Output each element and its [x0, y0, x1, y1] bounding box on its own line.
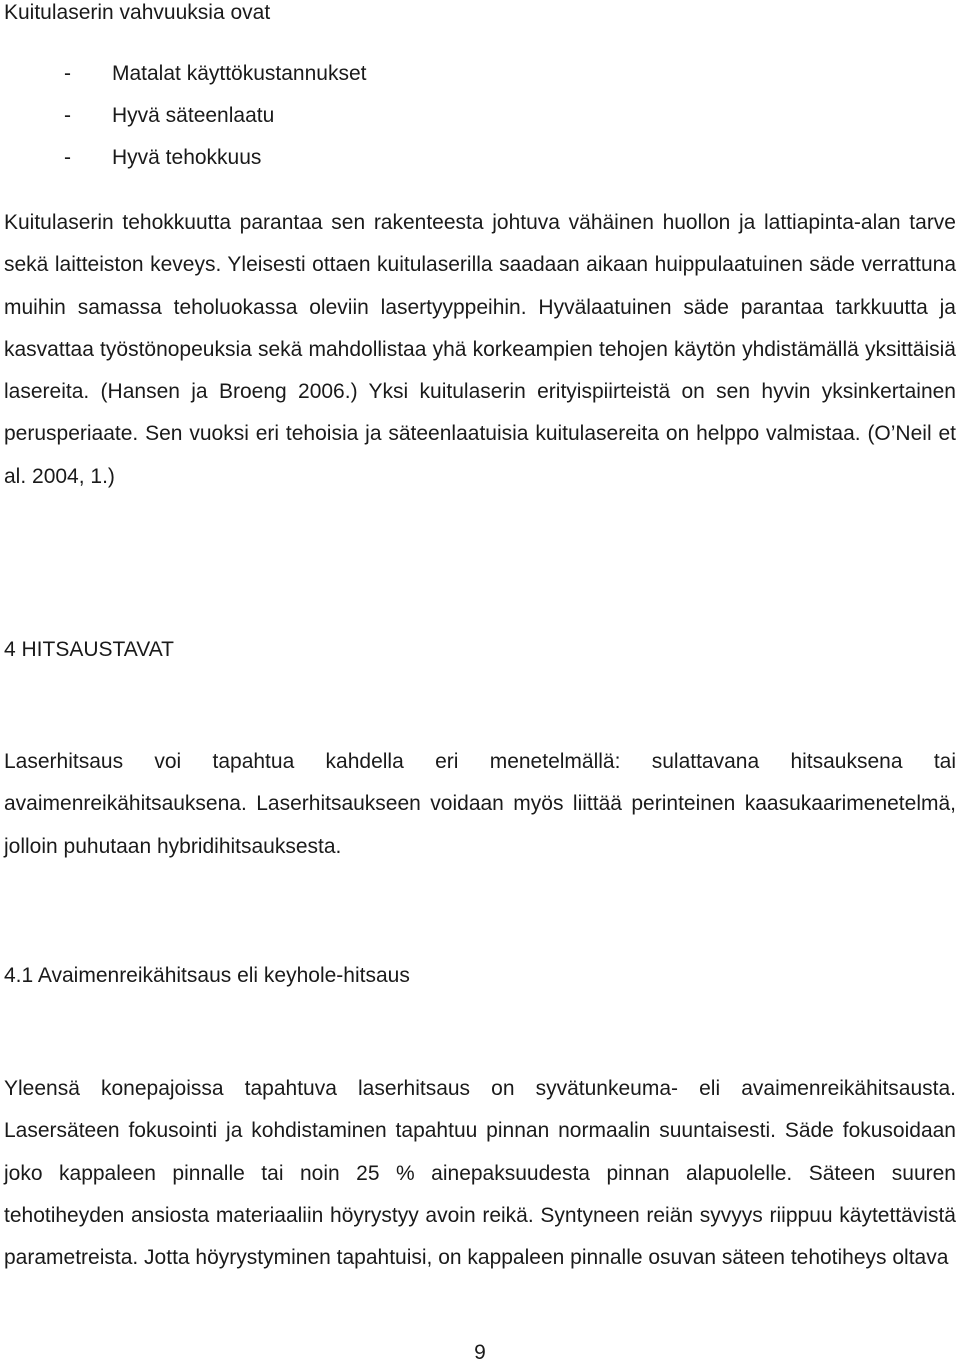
list-marker: -: [64, 62, 71, 85]
strengths-list: [4, 53, 956, 179]
list-marker: -: [64, 146, 71, 169]
list-item-text: Hyvä tehokkuus: [112, 146, 262, 169]
section-heading-4-1: 4.1 Avaimenreikähitsaus eli keyhole-hitsaus: [4, 964, 410, 987]
paragraph-welding-methods: Laserhitsaus voi tapahtua kahdella eri menetelmällä: sulattavana hitsauksena tai avaimenreikähitsauksena. Laserhitsaukseen voidaan myös liittää perinteinen kaasukaarimenetelmä, jolloin puhutaan hybridihitsauksesta.: [4, 750, 956, 858]
list-marker: -: [64, 104, 71, 127]
list-item: [4, 95, 956, 137]
intro-line: Kuitulaserin vahvuuksia ovat: [4, 1, 271, 24]
section-heading-4: 4 HITSAUSTAVAT: [4, 638, 174, 661]
list-item: [4, 53, 956, 95]
list-item-text: Matalat käyttökustannukset: [112, 62, 367, 85]
list-item: [4, 137, 956, 179]
list-item-text: Hyvä säteenlaatu: [112, 104, 275, 127]
paragraph-fiber-laser: Kuitulaserin tehokkuutta parantaa sen rakenteesta johtuva vähäinen huollon ja lattiapinta-alan tarve sekä laitteiston keveys. Yleisesti ottaen kuitulaserilla saadaan aikaan huippulaatuinen säde verrattuna muihin samassa teholuokassa oleviin lasertyyppeihin. Hyvälaatuinen säde parantaa tarkkuutta ja kasvattaa työstönopeuksia sekä mahdollistaa yhä korkeampien tehojen käytön yhdistämällä yksittäisiä lasereita. (Hansen ja Broeng 2006.) Yksi kuitulaserin erityispiirteistä on sen hyvin yksinkertainen perusperiaate. Sen vuoksi eri tehoisia ja säteenlaatuisia kuitulasereita on helppo valmistaa. (O’Neil et al. 2004, 1.): [4, 211, 956, 488]
page-number: 9: [474, 1341, 486, 1364]
paragraph-keyhole-welding: Yleensä konepajoissa tapahtuva laserhitsaus on syvätunkeuma- eli avaimenreikähitsausta. Lasersäteen fokusointi ja kohdistaminen tapahtuu pinnan normaalin suuntaisesti. Säde fokusoidaan joko kappaleen pinnalle tai noin 25 % ainepaksuudesta pinnan alapuolelle. Säteen suuren tehotiheyden ansiosta materiaaliin höyrystyy avoin reikä. Syntyneen reiän syvyys riippuu käytettävistä parametreista. Jotta höyrystyminen tapahtuisi, on kappaleen pinnalle osuvan säteen tehotiheys oltava: [4, 1077, 956, 1270]
